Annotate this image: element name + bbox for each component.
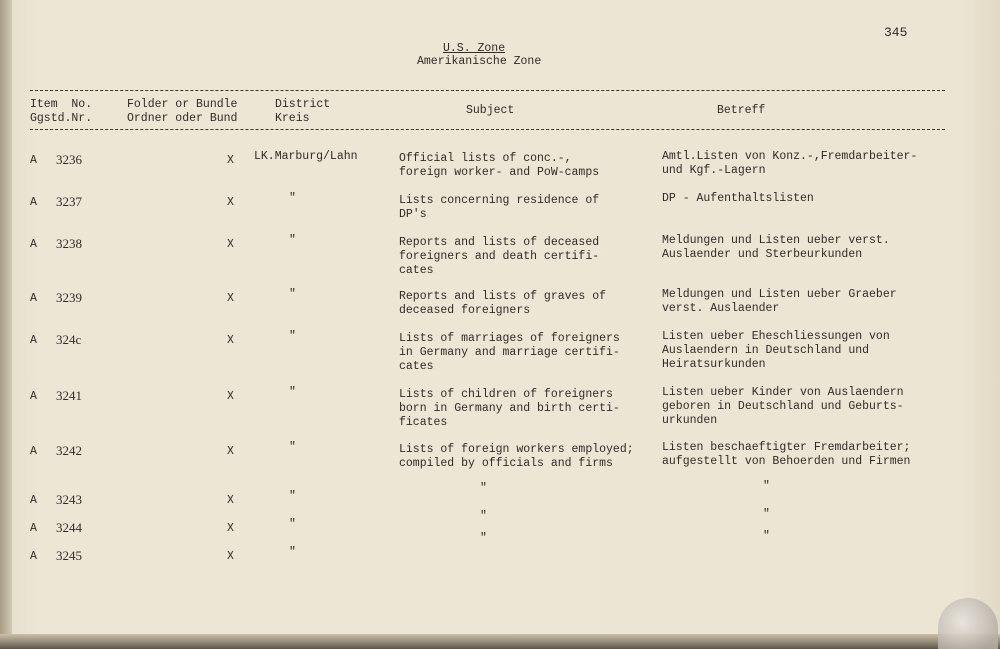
subject-line: deceased foreigners xyxy=(399,304,531,317)
item-number: 3237 xyxy=(56,194,82,209)
subject-line: foreign worker- and PoW-camps xyxy=(399,166,600,179)
betreff-line: verst. Auslaender xyxy=(662,302,780,315)
betreff-line: " xyxy=(763,508,770,521)
betreff-line: urkunden xyxy=(662,414,718,427)
item-number: 3243 xyxy=(56,492,82,507)
row-prefix: A xyxy=(30,196,37,209)
betreff-line: Listen beschaeftigter Fremdarbeiter; xyxy=(662,441,911,454)
betreff-line: Meldungen und Listen ueber verst. xyxy=(662,234,890,247)
betreff-line: Auslaendern in Deutschland und xyxy=(662,344,870,357)
item-number: 3239 xyxy=(56,290,82,305)
district-value: " xyxy=(289,288,296,301)
subject-line: Reports and lists of deceased xyxy=(399,236,600,249)
item-number: 324c xyxy=(56,332,82,347)
item-number: 3245 xyxy=(56,548,82,563)
row-prefix: A xyxy=(30,238,37,251)
subject-line: cates xyxy=(399,360,434,373)
subject-line: in Germany and marriage certifi- xyxy=(399,346,620,359)
row-prefix: A xyxy=(30,550,37,563)
district-value: " xyxy=(289,546,296,559)
betreff-line: DP - Aufenthaltslisten xyxy=(662,192,814,205)
betreff-line: Listen ueber Eheschliessungen von xyxy=(662,330,890,343)
item-number: 3241 xyxy=(56,388,82,403)
district-value: " xyxy=(289,518,296,531)
header-district: District xyxy=(275,98,331,111)
subject-line: born in Germany and birth certi- xyxy=(399,402,620,415)
row-prefix: A xyxy=(30,292,37,305)
betreff-line: geboren in Deutschland und Geburts- xyxy=(662,400,904,413)
district-value: " xyxy=(289,386,296,399)
book-binding xyxy=(0,0,12,649)
district-value: " xyxy=(289,234,296,247)
item-number: 3244 xyxy=(56,520,82,535)
header-rule-top xyxy=(30,90,945,91)
betreff-line: Meldungen und Listen ueber Graeber xyxy=(662,288,897,301)
subject-line: Official lists of conc.-, xyxy=(399,152,572,165)
thumb-shadow xyxy=(938,598,998,649)
row-prefix: A xyxy=(30,494,37,507)
betreff-line: Amtl.Listen von Konz.-,Fremdarbeiter- xyxy=(662,150,918,163)
district-value: " xyxy=(289,441,296,454)
folder-mark: X xyxy=(227,522,234,535)
subject-line: " xyxy=(480,510,487,523)
folder-mark: X xyxy=(227,494,234,507)
folder-mark: X xyxy=(227,390,234,403)
page-bottom-edge xyxy=(0,634,1000,649)
betreff-line: Listen ueber Kinder von Auslaendern xyxy=(662,386,904,399)
header-folder: Folder or Bundle xyxy=(127,98,238,111)
folder-mark: X xyxy=(227,154,234,167)
header-item-de: Ggstd.Nr. xyxy=(30,112,93,125)
header-betreff: Betreff xyxy=(717,104,766,117)
subject-line: Lists of children of foreigners xyxy=(399,388,613,401)
header-folder-de: Ordner oder Bund xyxy=(127,112,238,125)
row-prefix: A xyxy=(30,522,37,535)
header-district-de: Kreis xyxy=(275,112,310,125)
item-number: 3242 xyxy=(56,443,82,458)
folder-mark: X xyxy=(227,334,234,347)
item-number: 3238 xyxy=(56,236,82,251)
folder-mark: X xyxy=(227,196,234,209)
betreff-line: Auslaender und Sterbeurkunden xyxy=(662,248,863,261)
page-title: U.S. Zone xyxy=(443,42,506,55)
header-rule-bottom xyxy=(30,129,945,130)
subject-line: Lists concerning residence of xyxy=(399,194,600,207)
header-item: Item No. xyxy=(30,98,93,111)
row-prefix: A xyxy=(30,334,37,347)
row-prefix: A xyxy=(30,390,37,403)
page-number: 345 xyxy=(884,25,908,40)
subject-line: cates xyxy=(399,264,434,277)
row-prefix: A xyxy=(30,154,37,167)
district-value: LK.Marburg/Lahn xyxy=(254,150,358,163)
subject-line: DP's xyxy=(399,208,427,221)
subject-line: " xyxy=(480,482,487,495)
betreff-line: " xyxy=(763,480,770,493)
district-value: " xyxy=(289,192,296,205)
betreff-line: aufgestellt von Behoerden und Firmen xyxy=(662,455,911,468)
header-subject: Subject xyxy=(466,104,515,117)
row-prefix: A xyxy=(30,445,37,458)
subject-line: Lists of foreign workers employed; xyxy=(399,443,634,456)
subject-line: " xyxy=(480,532,487,545)
folder-mark: X xyxy=(227,238,234,251)
subject-line: Lists of marriages of foreigners xyxy=(399,332,620,345)
subject-line: Reports and lists of graves of xyxy=(399,290,607,303)
district-value: " xyxy=(289,330,296,343)
district-value: " xyxy=(289,490,296,503)
subject-line: compiled by officials and firms xyxy=(399,457,613,470)
folder-mark: X xyxy=(227,445,234,458)
betreff-line: und Kgf.-Lagern xyxy=(662,164,766,177)
betreff-line: Heiratsurkunden xyxy=(662,358,766,371)
subject-line: foreigners and death certifi- xyxy=(399,250,600,263)
page-subtitle: Amerikanische Zone xyxy=(417,55,542,68)
item-number: 3236 xyxy=(56,152,82,167)
folder-mark: X xyxy=(227,292,234,305)
betreff-line: " xyxy=(763,530,770,543)
subject-line: ficates xyxy=(399,416,448,429)
folder-mark: X xyxy=(227,550,234,563)
